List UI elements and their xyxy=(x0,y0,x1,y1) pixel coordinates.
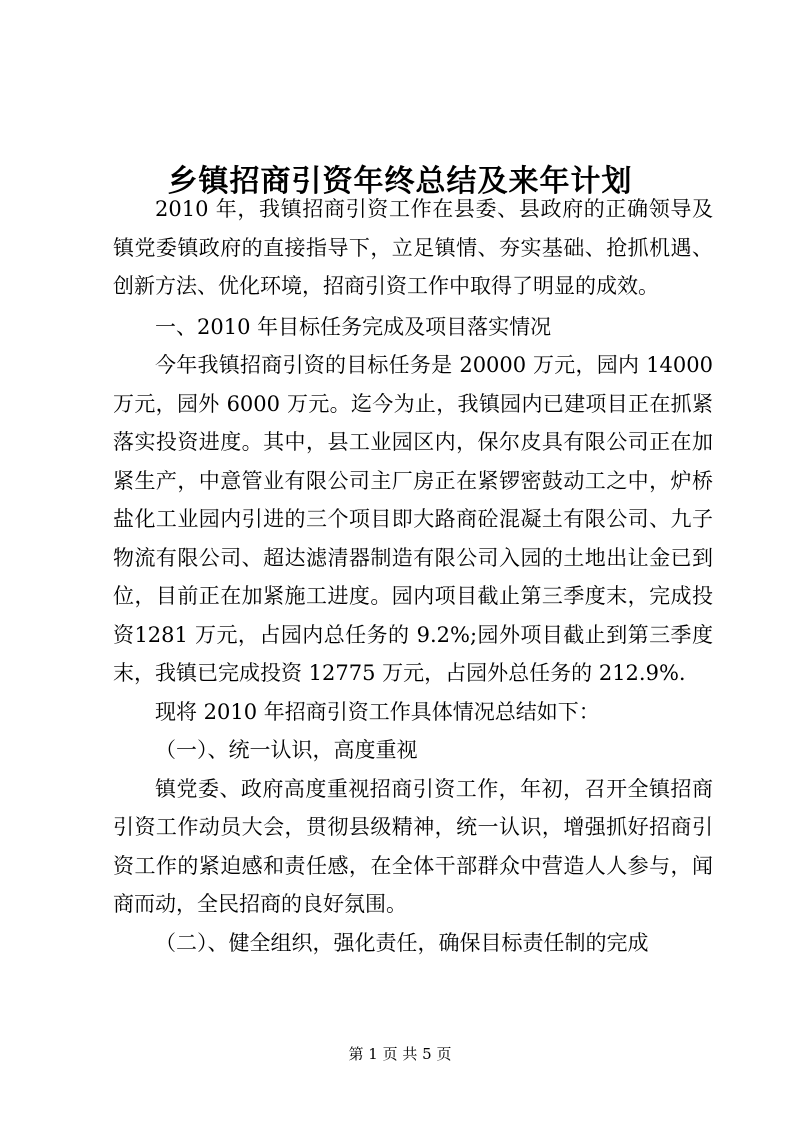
intro-paragraph: 2010 年，我镇招商引资工作在县委、县政府的正确领导及镇党委镇政府的直接指导下，立足镇情、夯实基础、抢抓机遇、创新方法、优化环境，招商引资工作中取得了明显的成效。 xyxy=(113,197,713,298)
unified-understanding-paragraph: 镇党委、政府高度重视招商引资工作，年初，召开全镇招商引资工作动员大会，贯彻县级精神，统一认识，增强抓好招商引资工作的紧迫感和责任感，在全体干部群众中营造人人参与，闻商而动，全民招商的良好氛围。 xyxy=(113,776,713,916)
summary-intro-paragraph: 现将 2010 年招商引资工作具体情况总结如下： xyxy=(155,699,600,724)
document-body xyxy=(113,190,713,962)
subsection-heading-1: （一）、统一认识，高度重视 xyxy=(155,738,418,762)
page-number-footer: 第 1 页 共 5 页 xyxy=(348,1045,452,1063)
subsection-heading-2: （二）、健全组织，强化责任，确保目标责任制的完成 xyxy=(155,930,649,955)
section-heading-1: 一、2010 年目标任务完成及项目落实情况 xyxy=(155,314,552,339)
targets-paragraph: 今年我镇招商引资的目标任务是 20000 万元，园内 14000 万元，园外 6000 万元。迄今为止，我镇园内已建项目正在抓紧落实投资进度。其中，县工业园区内，保尔皮具有限公司正在加紧生产，中意管业有限公司主厂房正在紧锣密鼓动工之中，炉桥盐化工业园内引进的三个项目即大路商砼混凝土有限公司、九子物流有限公司、超达滤清器制造有限公司入园的土地出让金已到位，目前正在加紧施工进度。园内项目截止第三季度末，完成投资1281 万元，占园内总任务的 9.2%;园外项目截止到第三季度末，我镇已完成投资 12775 万元，占园外总任务的 212.9%. xyxy=(113,353,713,685)
document-title: 乡镇招商引资年终总结及来年计划 xyxy=(167,164,633,200)
